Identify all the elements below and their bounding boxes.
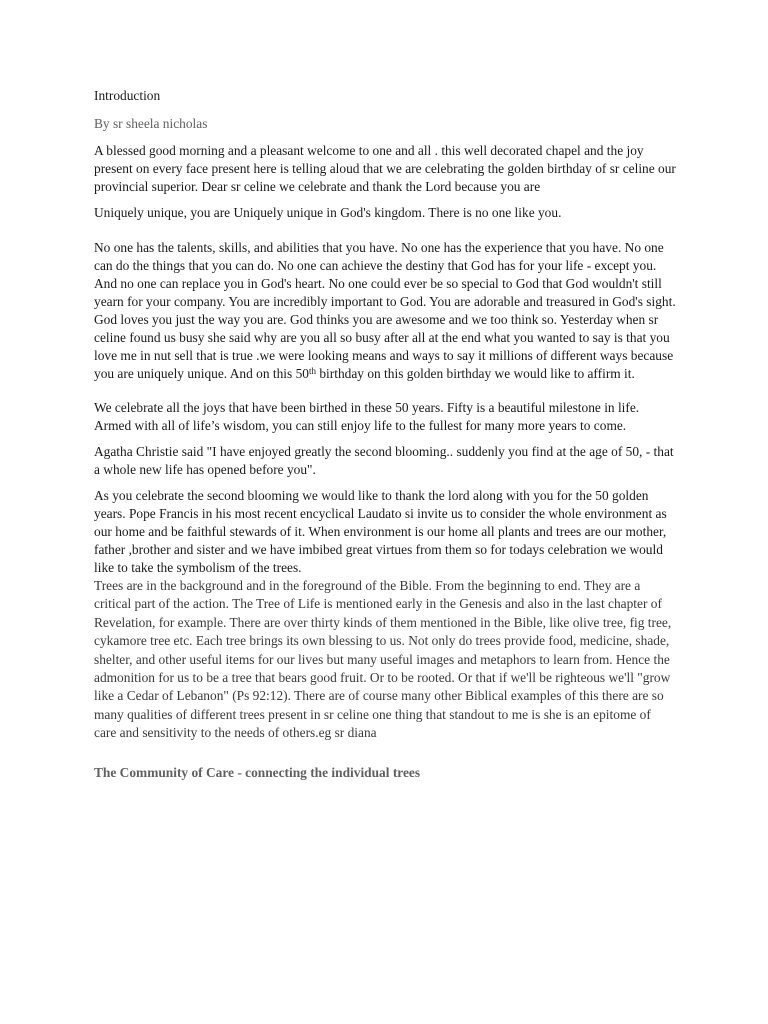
author-byline: By sr sheela nicholas — [94, 116, 208, 131]
paragraph-agatha-christie-quote: Agatha Christie said "I have enjoyed greatly the second blooming.. suddenly you find at the age of 50, - that a whole new life has opened before you". — [94, 444, 674, 477]
paragraph-second-blooming: As you celebrate the second blooming we would like to thank the lord along with you for the 50 golden years. Pope Francis in his most recent encyclical Laudato si invite us to consider the whole environment as our home and be faithful stewards of it. When environment is our home all plants and trees are our mother, father ,brother and sister and we have imbibed great virtues from them so for todays celebration we would like to take the symbolism of the trees. — [94, 488, 667, 575]
paragraph-fifty-years: We celebrate all the joys that have been birthed in these 50 years. Fifty is a beautiful milestone in life. Armed with all of life’s wisdom, you can still enjoy life to the fullest for many more years to come. — [94, 400, 640, 433]
document-page — [94, 86, 676, 783]
paragraph-text: No one has the talents, skills, and abilities that you have. No one has the experience that you have. No one can do the things that you can do. No one can achieve the destiny that God has for your life - except you. And no one can replace you in God's heart. No one could ever be so special to God that God wouldn't still yearn for your company. You are incredibly important to God. You are adorable and treasured in God's sight. God loves you just the way you are. God thinks you are awesome and we too think so. Yesterday when sr celine found us busy she said why are you all so busy after all at the end what you wanted to say is that you love me in nut sell that is true .we were looking means and ways to say it millions of different ways because you are uniquely unique. And on this 50 — [94, 240, 676, 381]
paragraph-welcome: A blessed good morning and a pleasant welcome to one and all . this well decorated chapel and the joy present on every face present here is telling aloud that we are celebrating the golden birthday of sr celine our provincial superior. Dear sr celine we celebrate and thank the Lord because you are — [94, 143, 676, 194]
section-heading: The Community of Care - connecting the individual trees — [94, 764, 421, 780]
paragraph-trees-in-bible: Trees are in the background and in the foreground of the Bible. From the beginning to end. They are a critical part of the action. The Tree of Life is mentioned early in the Genesis and also in the last chapter of Revelation, for example. There are over thirty kinds of them mentioned in the Bible, like olive tree, fig tree, cykamore tree etc. Each tree brings its own blessing to us. Not only do trees provide food, medicine, shade, shelter, and other useful items for our lives but many useful images and metaphors to learn from. Hence the admonition for us to be a tree that bears good fruit. Or to be rooted. Or that if we'll be righteous we'll "grow like a Cedar of Lebanon" (Ps 92:12). There are of course many other Biblical examples of this there are so many qualities of different trees present in sr celine one thing that standout to me is she is an epitome of care and sensitivity to the needs of others.eg sr diana — [94, 578, 672, 741]
ordinal-suffix: th — [308, 366, 316, 376]
paragraph-uniquely-unique: Uniquely unique, you are Uniquely unique in God's kingdom. There is no one like you. — [94, 205, 562, 220]
paragraph-text-end: birthday on this golden birthday we would like to affirm it. — [316, 366, 635, 381]
document-title: Introduction — [94, 88, 161, 103]
paragraph-no-one-like-you — [94, 239, 676, 383]
